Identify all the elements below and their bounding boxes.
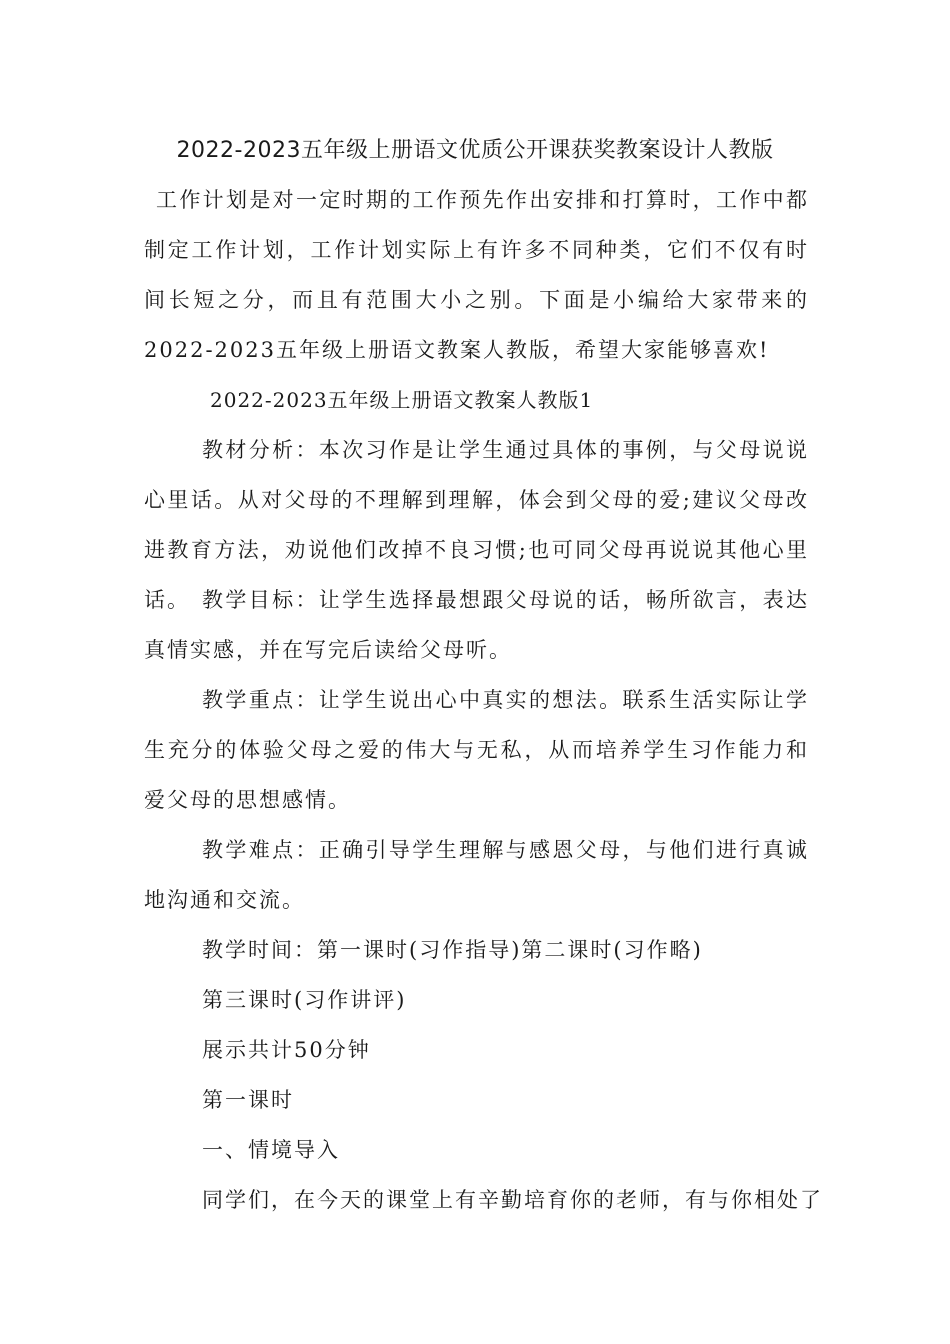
teaching-difficulty-paragraph: 教学难点：正确引导学生理解与感恩父母，与他们进行真诚地沟通和交流。 bbox=[144, 838, 809, 912]
teaching-focus-paragraph: 教学重点：让学生说出心中真实的想法。联系生活实际让学生充分的体验父母之爱的伟大与无私，从而培养学生习作能力和爱父母的思想感情。 bbox=[144, 688, 809, 812]
document-title: 2022-2023五年级上册语文优质公开课获奖教案设计人教版 bbox=[176, 138, 774, 163]
intro-paragraph: 工作计划是对一定时期的工作预先作出安排和打算时，工作中都制定工作计划，工作计划实际上有许多不同种类，它们不仅有时间长短之分，而且有范围大小之别。下面是小编给大家带来的2022-2023五年级上册语文教案人教版，希望大家能够喜欢! bbox=[144, 188, 809, 362]
opening-text-line: 同学们，在今天的课堂上有辛勤培育你的老师，有与你相处了 bbox=[202, 1188, 823, 1212]
display-total-line: 展示共计50分钟 bbox=[202, 1038, 371, 1062]
material-analysis-paragraph: 教材分析：本次习作是让学生通过具体的事例，与父母说说心里话。从对父母的不理解到理解，体会到父母的爱;建议父母改进教育方法，劝说他们改掉不良习惯;也可同父母再说说其他心里话。 bbox=[144, 438, 809, 612]
section-one-heading: 一、情境导入 bbox=[202, 1138, 340, 1162]
third-lesson-line: 第三课时(习作讲评) bbox=[202, 988, 407, 1012]
teaching-goal-paragraph: 教学目标：让学生选择最想跟父母说的话，畅所欲言，表达真情实感，并在写完后读给父母听。 bbox=[144, 588, 809, 662]
first-lesson-heading: 第一课时 bbox=[202, 1088, 294, 1112]
section-heading: 2022-2023五年级上册语文教案人教版1 bbox=[210, 388, 594, 412]
teaching-time-line: 教学时间：第一课时(习作指导)第二课时(习作略) bbox=[202, 938, 703, 962]
